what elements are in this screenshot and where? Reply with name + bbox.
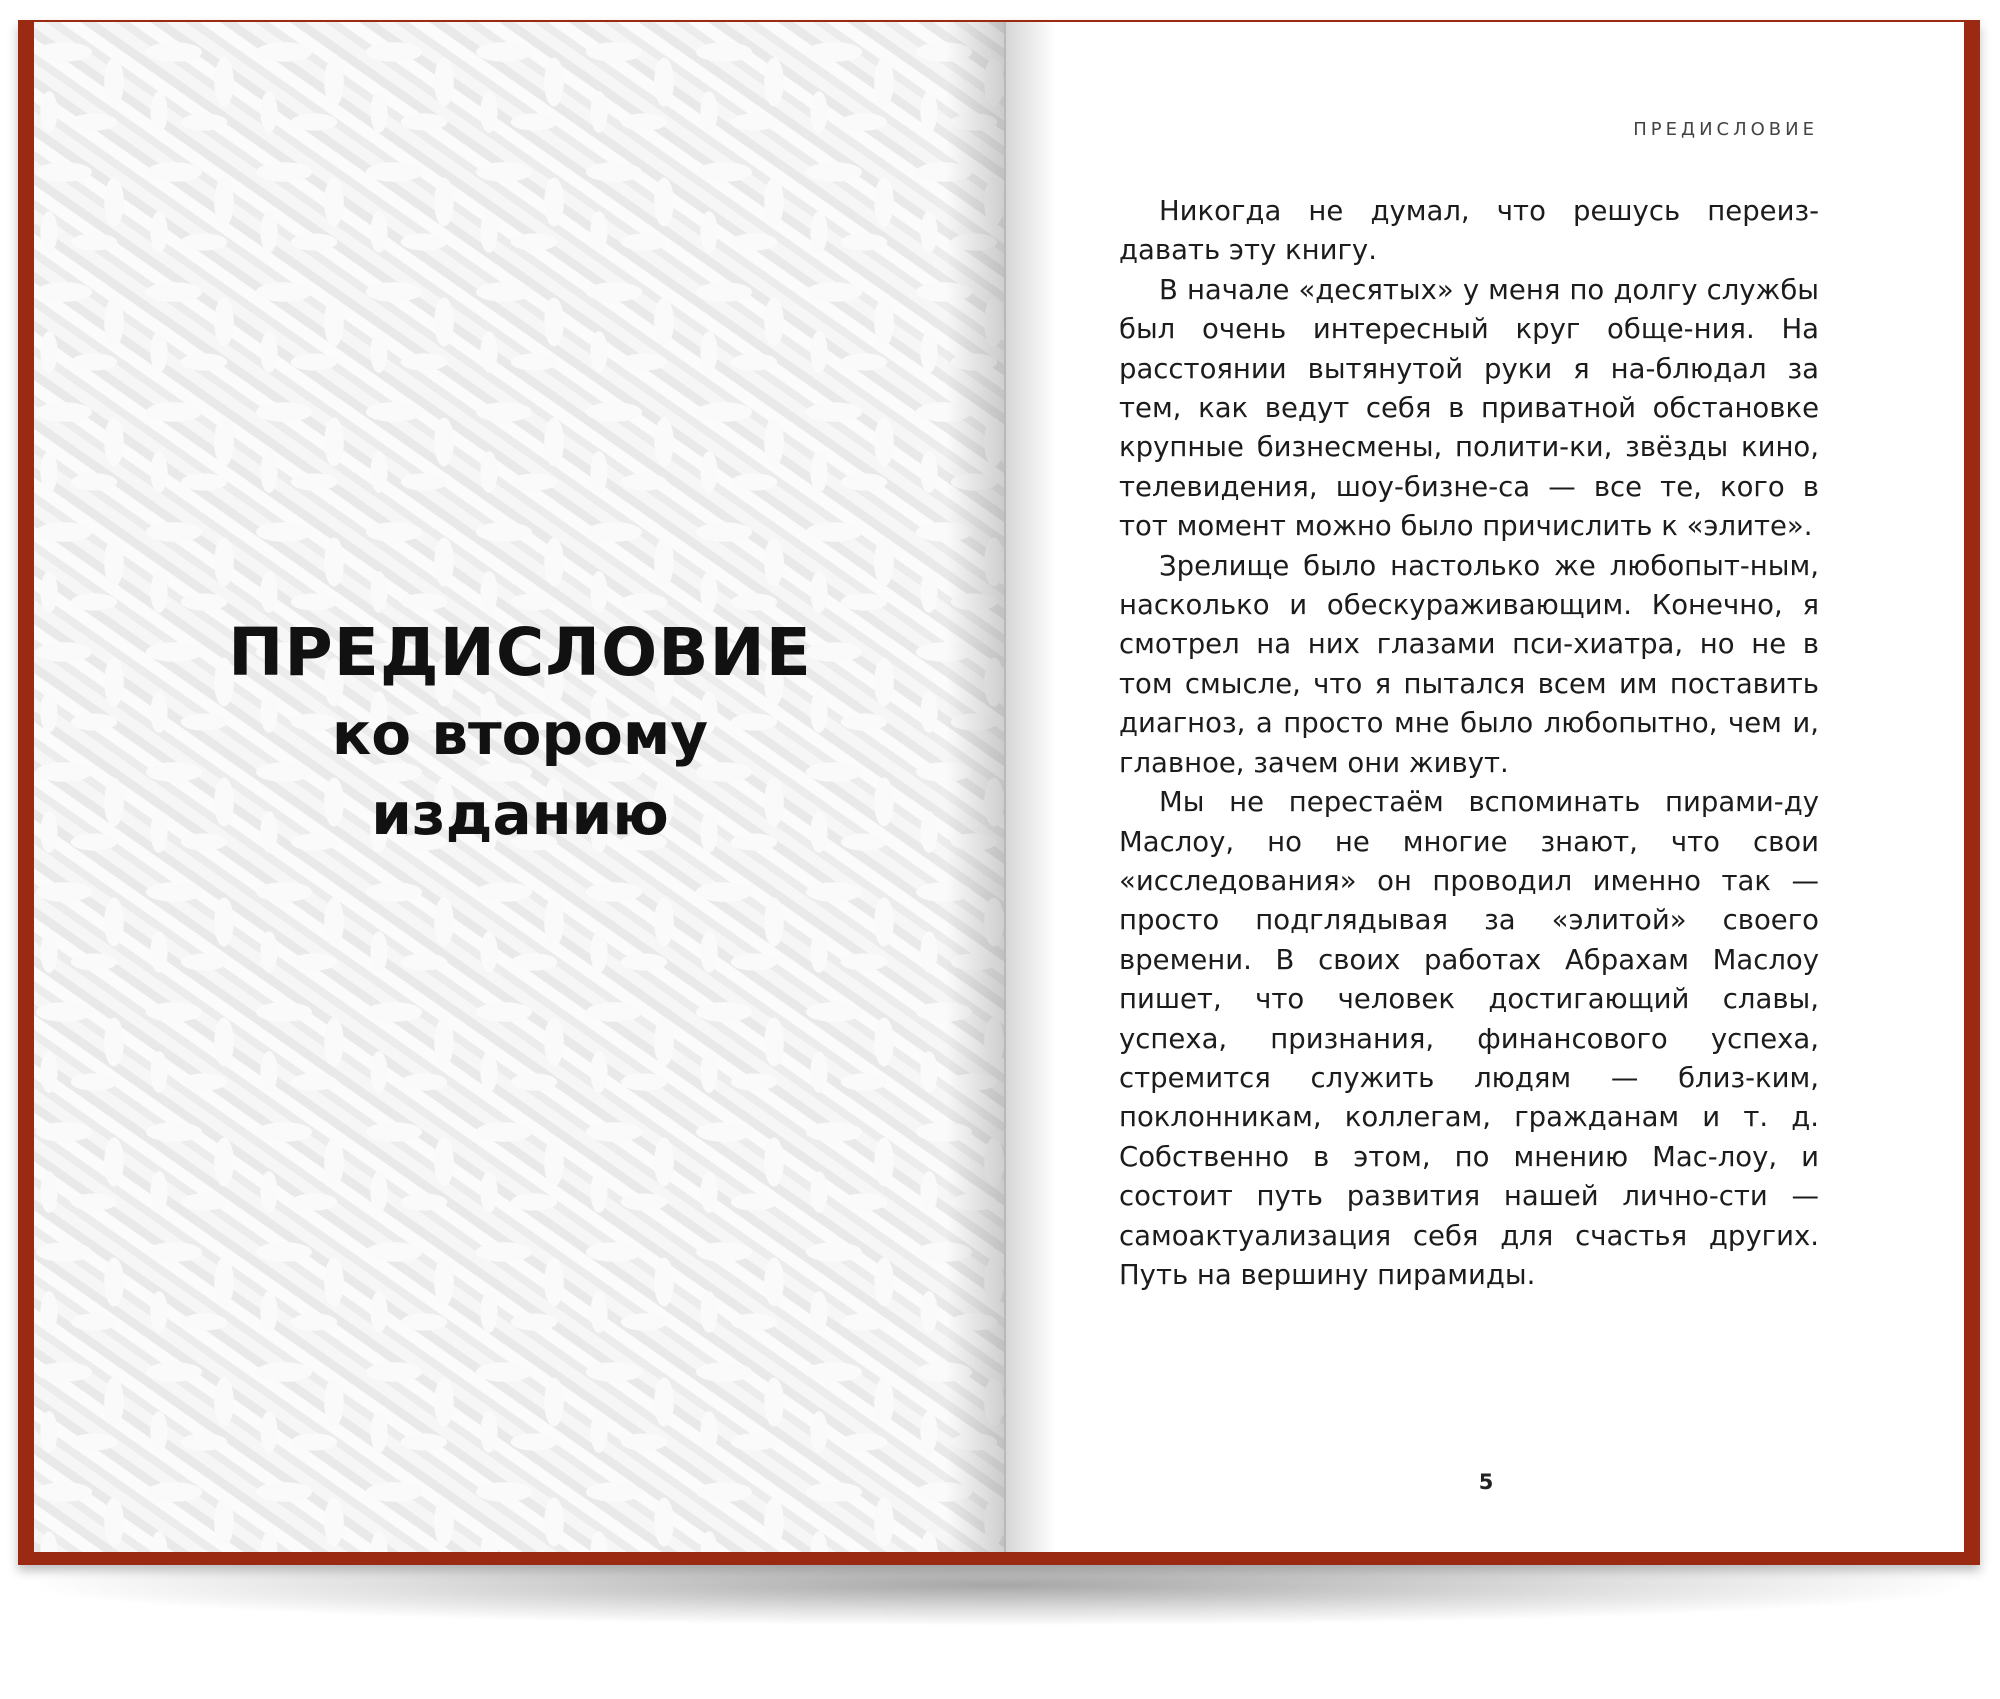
body-text (1119, 192, 1819, 1295)
running-head: ПРЕДИСЛОВИЕ (1633, 119, 1818, 140)
left-page (34, 22, 1006, 1552)
paragraph: В начале «десятых» у меня по долгу службы был очень интересный круг обще-ния. На расстоянии вытянутой руки я на-блюдал за тем, как ведут себя в приватной обстановке крупные бизнесмены, полити-ки, звёзды кино, телевидения, шоу-бизне-са — все те, кого в тот момент можно было причислить к «элите». (1119, 273, 1819, 543)
paragraph: Зрелище было настолько же любопыт-ным, насколько и обескураживающим. Конечно, я смотрел на них глазами пси-хиатра, но не в том смысле, что я пытался всем им поставить диагноз, а просто мне было любопытно, чем и, главное, зачем они живут. (1119, 549, 1819, 779)
page-number: 5 (1478, 1470, 1494, 1494)
chapter-title (34, 612, 1006, 854)
chapter-title-line3: изданию (371, 780, 669, 848)
paragraph: Мы не перестаём вспоминать пирами-ду Маслоу, но не многие знают, что свои «исследования» он проводил именно так — просто подглядывая за «элитой» своего времени. В своих работах Абрахам Маслоу пишет, что человек достигающий славы, успеха, признания, финансового успеха, стремится служить людям — близ-ким, поклонникам, коллегам, гражданам и т. д. Собственно в этом, по мнению Мас-лоу, и состоит путь развития нашей лично-сти — самоактуализация себя для счастья других. Путь на вершину пирамиды. (1119, 786, 1819, 1291)
right-page (1006, 22, 1964, 1552)
chapter-title-line2: ко второму (331, 700, 709, 768)
chapter-title-main: ПРЕДИСЛОВИЕ (228, 614, 812, 691)
paragraph: Никогда не думал, что решусь переиз-давать эту книгу. (1119, 195, 1819, 267)
